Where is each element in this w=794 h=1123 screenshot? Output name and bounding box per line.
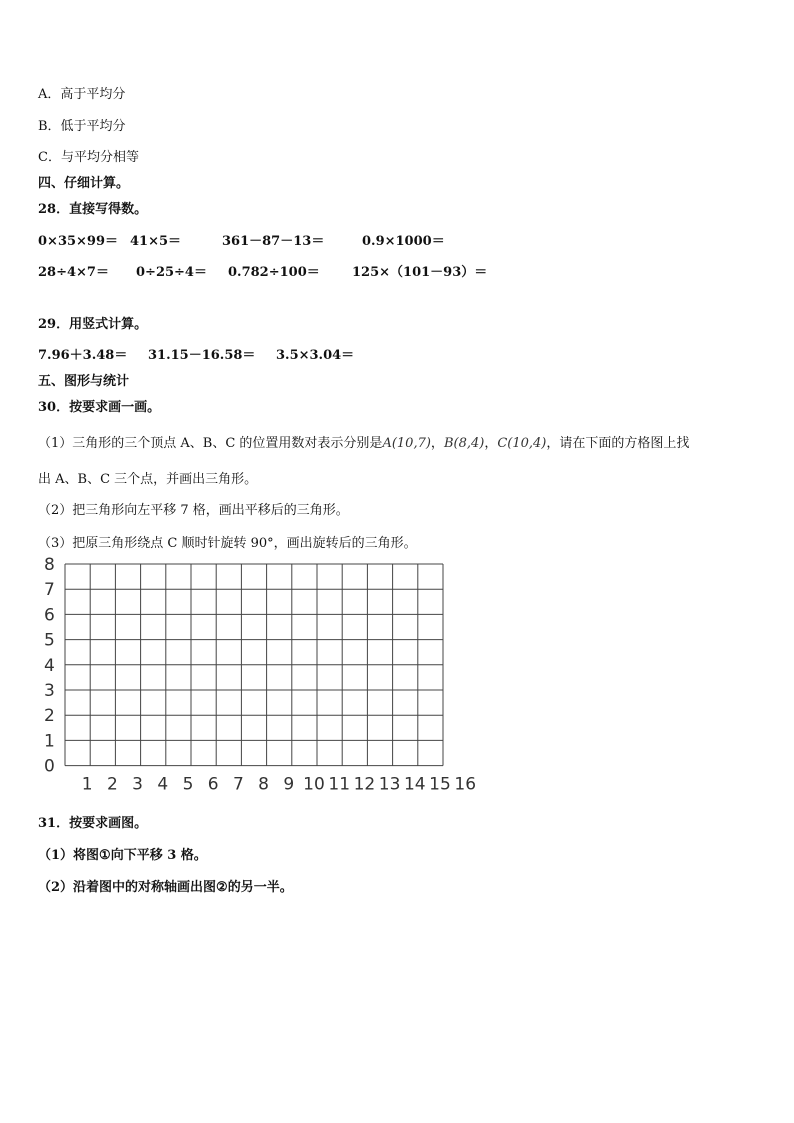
x-tick-label: 6	[207, 774, 219, 795]
option-b: B．低于平均分	[38, 119, 126, 134]
y-axis-labels	[44, 555, 55, 777]
separator: ，	[430, 436, 444, 451]
q28-item: 125×（101－93）＝	[352, 265, 488, 280]
q29-item: 7.96＋3.48＝	[38, 348, 128, 363]
q29-item: 3.5×3.04＝	[276, 348, 355, 363]
q31-part-2-suffix: 的另一半。	[227, 880, 293, 895]
x-tick-label: 7	[232, 774, 244, 795]
x-tick-label: 16	[454, 774, 477, 795]
q28-item: 0×35×99＝	[38, 234, 119, 249]
x-tick-label: 4	[157, 774, 169, 795]
x-tick-label: 3	[132, 774, 144, 795]
x-tick-label: 8	[258, 774, 270, 795]
y-tick-label: 2	[44, 706, 55, 727]
x-tick-label: 12	[353, 774, 376, 795]
y-tick-label: 6	[44, 605, 55, 626]
point-c: C(10,4)	[497, 436, 547, 451]
q31-part-1-suffix: 向下平移 3 格。	[110, 848, 207, 863]
q31-title: 31．按要求画图。	[38, 816, 148, 831]
q28-item: 28÷4×7＝	[38, 265, 109, 280]
x-tick-label: 2	[106, 774, 118, 795]
q28-item: 41×5＝	[130, 234, 182, 249]
figure-1-mark: ①	[99, 848, 111, 863]
point-b: B(8,4)	[443, 436, 485, 451]
coordinate-grid	[38, 552, 488, 797]
x-tick-label: 10	[303, 774, 325, 795]
y-tick-label: 7	[44, 580, 55, 601]
q28-item: 0÷25÷4＝	[136, 265, 207, 280]
x-tick-label: 9	[283, 774, 295, 795]
q30-part-3: （3）把原三角形绕点 C 顺时针旋转 90°，画出旋转后的三角形。	[38, 536, 417, 551]
q29-item: 31.15－16.58＝	[148, 348, 256, 363]
q31-part-1-prefix: （1）将图	[38, 848, 100, 863]
option-c: C．与平均分相等	[38, 150, 139, 165]
y-tick-label: 4	[44, 655, 55, 676]
q30-part-1-line-2: 出 A、B、C 三个点，并画出三角形。	[38, 472, 258, 487]
x-tick-label: 5	[182, 774, 194, 795]
q29-title: 29．用竖式计算。	[38, 317, 148, 332]
y-tick-label: 5	[44, 630, 55, 651]
point-a: A(10,7)	[382, 436, 431, 451]
q30-part-1-prefix: （1）三角形的三个顶点 A、B、C 的位置用数对表示分别是	[38, 436, 383, 451]
q30-title: 30．按要求画一画。	[38, 400, 161, 415]
figure-2-mark: ②	[216, 880, 228, 895]
q31-part-1	[38, 844, 207, 863]
y-tick-label: 8	[44, 555, 55, 575]
x-tick-label: 11	[328, 774, 351, 795]
q31-part-2-prefix: （2）沿着图中的对称轴画出图	[38, 880, 217, 895]
grid-lines	[65, 564, 443, 766]
y-tick-label: 0	[44, 756, 55, 777]
q31-part-2	[38, 876, 293, 895]
x-axis-labels	[82, 775, 476, 795]
q28-title: 28．直接写得数。	[38, 202, 148, 217]
separator: ，	[484, 436, 498, 451]
section-4-title: 四、仔细计算。	[38, 176, 130, 191]
q30-part-2: （2）把三角形向左平移 7 格，画出平移后的三角形。	[38, 503, 349, 518]
x-tick-label: 13	[378, 774, 401, 795]
x-tick-label: 15	[429, 774, 451, 795]
y-tick-label: 1	[44, 731, 55, 752]
q28-item: 0.782÷100＝	[228, 265, 320, 280]
option-a: A．高于平均分	[38, 87, 126, 102]
q28-item: 0.9×1000＝	[362, 234, 445, 249]
y-tick-label: 3	[44, 681, 55, 701]
q30-part-1-suffix: ，请在下面的方格图上找	[546, 436, 690, 451]
q28-item: 361－87－13＝	[222, 234, 325, 249]
section-5-title: 五、图形与统计	[38, 374, 130, 389]
x-tick-label: 14	[403, 774, 426, 795]
q30-part-1	[38, 432, 689, 451]
x-tick-label: 1	[81, 774, 93, 795]
